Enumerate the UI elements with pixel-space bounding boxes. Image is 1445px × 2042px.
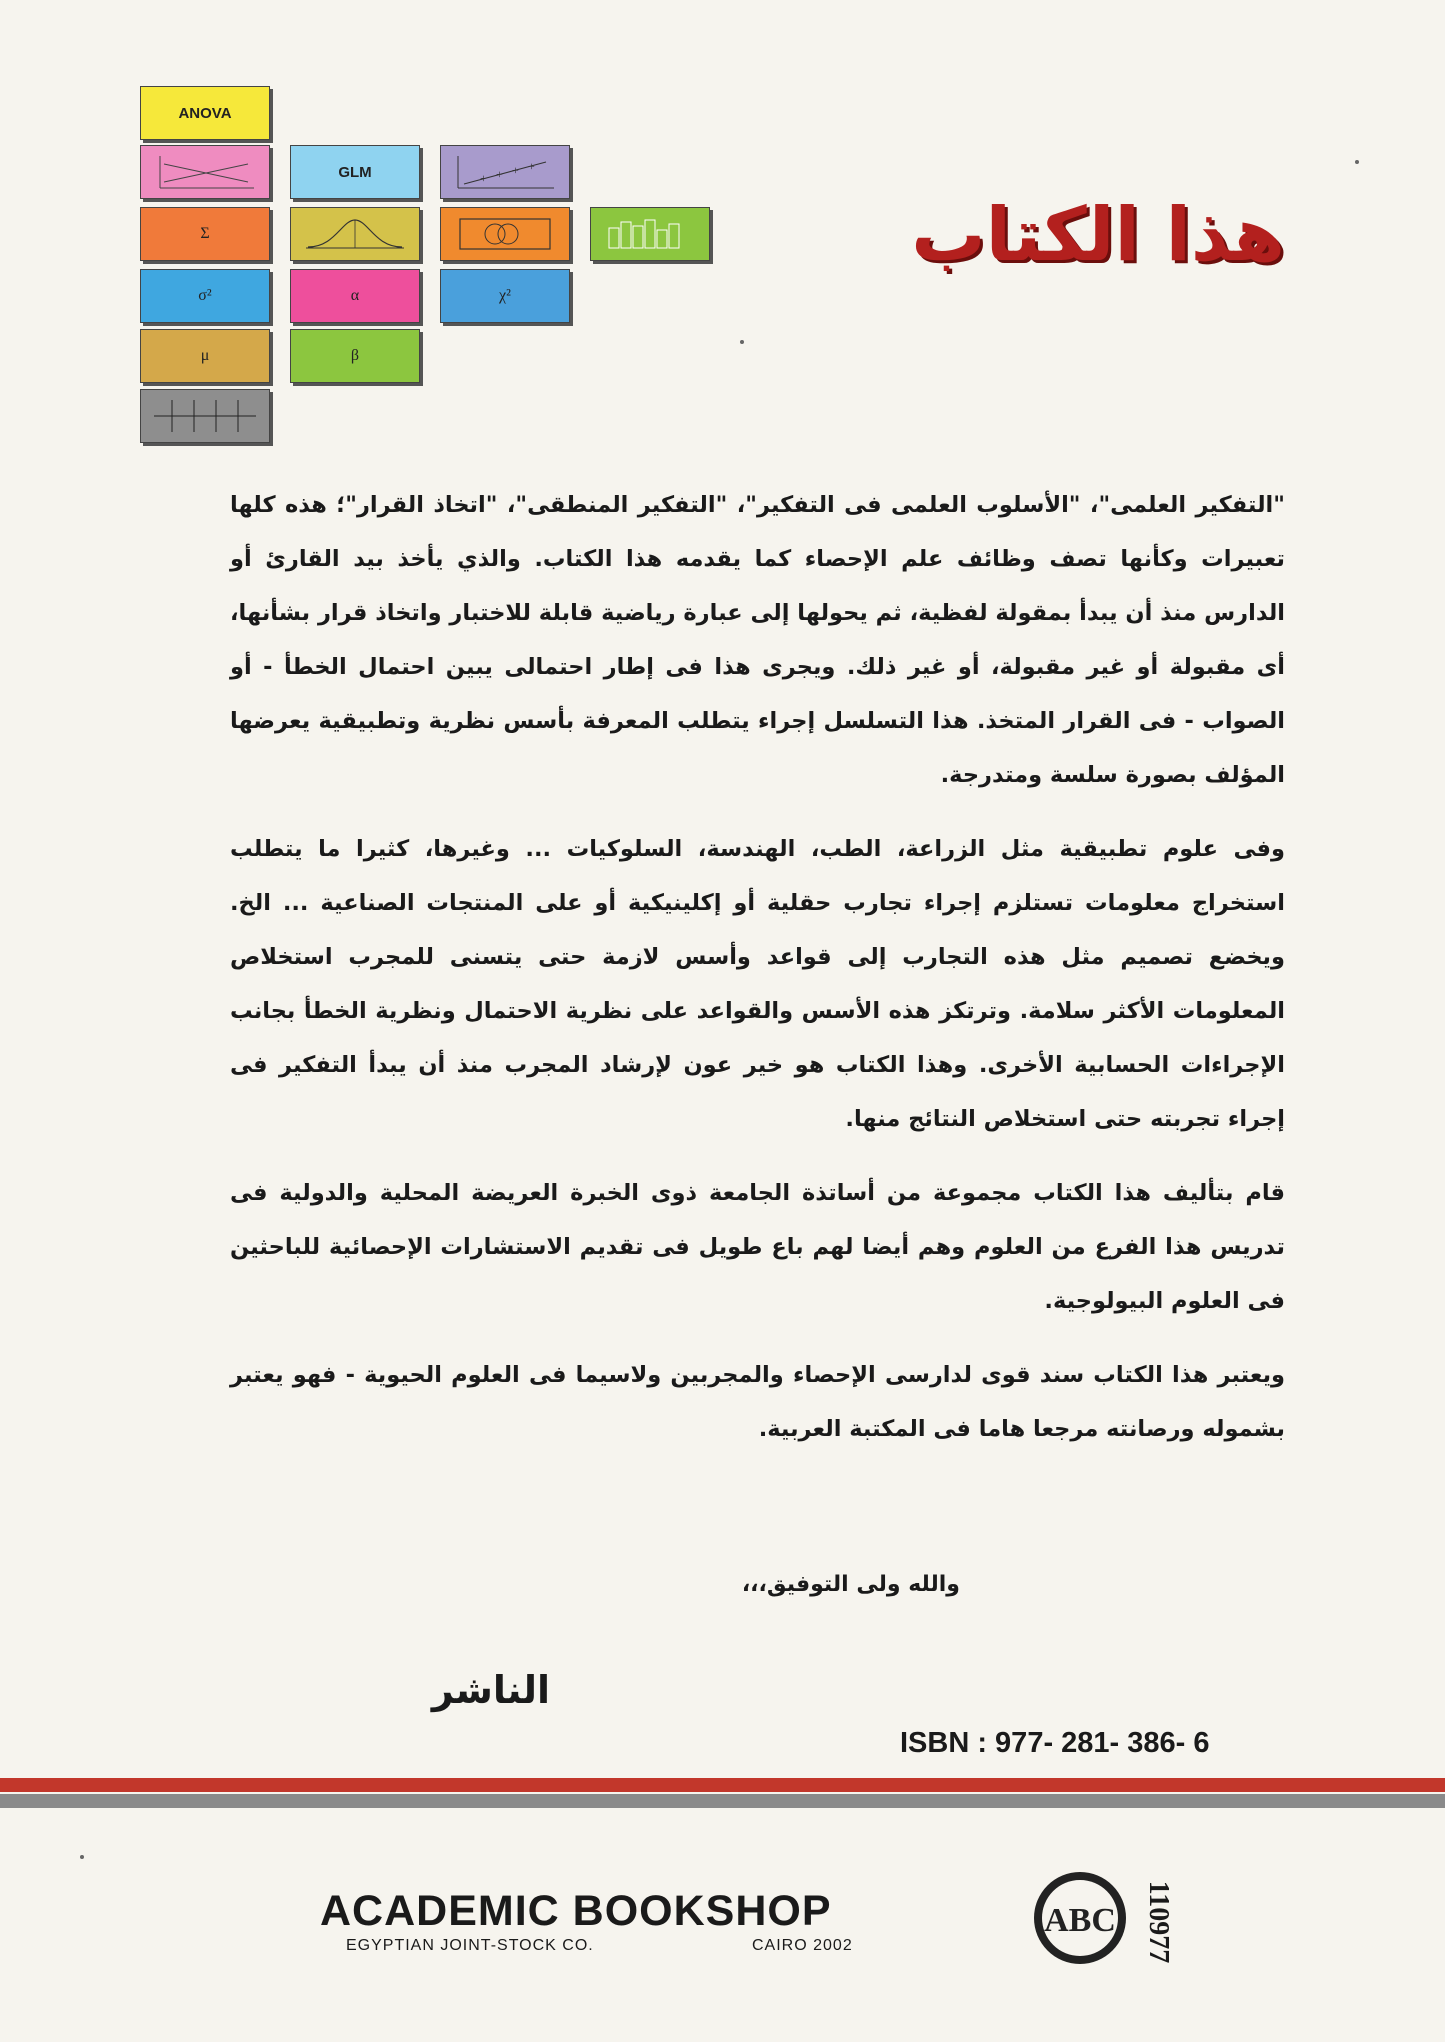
mu-tile: μ [140, 329, 270, 383]
publisher-city-year: CAIRO 2002 [752, 1937, 853, 1954]
sigma-tile: Σ [140, 207, 270, 261]
histogram-tile [590, 207, 710, 261]
svg-text:+: + [496, 167, 503, 181]
regression-lines-icon [150, 152, 260, 192]
grid-lines-icon [150, 396, 260, 436]
speck [80, 1855, 84, 1859]
description-body [230, 478, 1285, 1476]
divider-band-red [0, 1778, 1445, 1792]
svg-text:+: + [528, 159, 535, 173]
divider-band-gray [0, 1794, 1445, 1808]
paragraph-3: قام بتأليف هذا الكتاب مجموعة من أساتذة الجامعة ذوى الخبرة العريضة المحلية والدولية فى تدريس هذا الفرع من العلوم وهم أيضا لهم باع طويل فى تقديم الاستشارات الإحصائية للباحثين فى العلوم البيولوجية. [230, 1180, 1285, 1314]
glm-tile: GLM [290, 145, 420, 199]
svg-text:+: + [512, 163, 519, 177]
beta-tile: β [290, 329, 420, 383]
publisher-label: الناشر [431, 1668, 550, 1712]
logo-letters: ABC [1044, 1902, 1116, 1939]
publisher-name: ACADEMIC BOOKSHOP [320, 1887, 832, 1935]
normal-curve-tile [290, 207, 420, 261]
catalog-code [1128, 1872, 1188, 1972]
chi-squared-tile: χ² [440, 269, 570, 323]
svg-text:+: + [480, 171, 487, 185]
closing-line: والله ولى التوفيق،،، [741, 1572, 960, 1597]
book-title: هذا الكتاب [911, 192, 1285, 278]
sigma-squared-tile: σ² [140, 269, 270, 323]
anova-tile: ANOVA [140, 86, 270, 140]
isbn: ISBN : 977- 281- 386- 6 [900, 1727, 1210, 1759]
paragraph-1: "التفكير العلمى"، "الأسلوب العلمى فى التفكير"، "التفكير المنطقى"، "اتخاذ القرار"؛ هذه كلها تعبيرات وكأنها تصف وظائف علم الإحصاء كما يقدمه هذا الكتاب. والذي يأخذ بيد القارئ أو الدارس منذ أن يبدأ بمقولة لفظية، ثم يحولها إلى عبارة رياضية قابلة للاختبار واتخاذ قرار بشأنها، أى مقبولة أو غير مقبولة، أو غير ذلك. ويجرى هذا فى إطار احتمالى يبين احتمال الخطأ - أو الصواب - فى القرار المتخذ. هذا التسلسل إجراء يتطلب المعرفة بأسس نظرية وتطبيقية يعرضها المؤلف بصورة سلسة ومتدرجة. [230, 492, 1285, 788]
scatter-tile [440, 145, 570, 199]
speck [1355, 160, 1359, 164]
venn-tile [440, 207, 570, 261]
venn-diagram-icon [450, 214, 560, 254]
publisher-logo-icon [1030, 1868, 1130, 1968]
alpha-tile: α [290, 269, 420, 323]
grid-tile [140, 389, 270, 443]
normal-curve-icon [300, 214, 410, 254]
catalog-code-text: 110977 [1143, 1880, 1174, 1964]
paragraph-4: ويعتبر هذا الكتاب سند قوى لدارسى الإحصاء والمجربين ولاسيما فى العلوم الحيوية - فهو يعتبر بشموله ورصانته مرجعا هاما فى المكتبة العربية. [230, 1362, 1285, 1442]
publisher-company: EGYPTIAN JOINT-STOCK CO. [346, 1937, 594, 1954]
paragraph-2: وفى علوم تطبيقية مثل الزراعة، الطب، الهندسة، السلوكيات ... وغيرها، كثيرا ما يتطلب استخراج معلومات تستلزم إجراء تجارب حقلية أو إكلينيكية أو على المنتجات الصناعية ... الخ. ويخضع تصميم مثل هذه التجارب إلى قواعد وأسس لازمة حتى يتسنى للمجرب استخلاص المعلومات الأكثر سلامة. وترتكز هذه الأسس والقواعد على نظرية الاحتمال ونظرية الخطأ بجانب الإجراءات الحسابية الأخرى. وهذا الكتاب هو خير عون لإرشاد المجرب منذ أن يبدأ التفكير فى إجراء تجربته حتى استخلاص النتائج منها. [230, 836, 1285, 1132]
histogram-icon [595, 214, 705, 254]
regression-graph-tile [140, 145, 270, 199]
speck [740, 340, 744, 344]
scatter-plot-icon [450, 152, 560, 192]
